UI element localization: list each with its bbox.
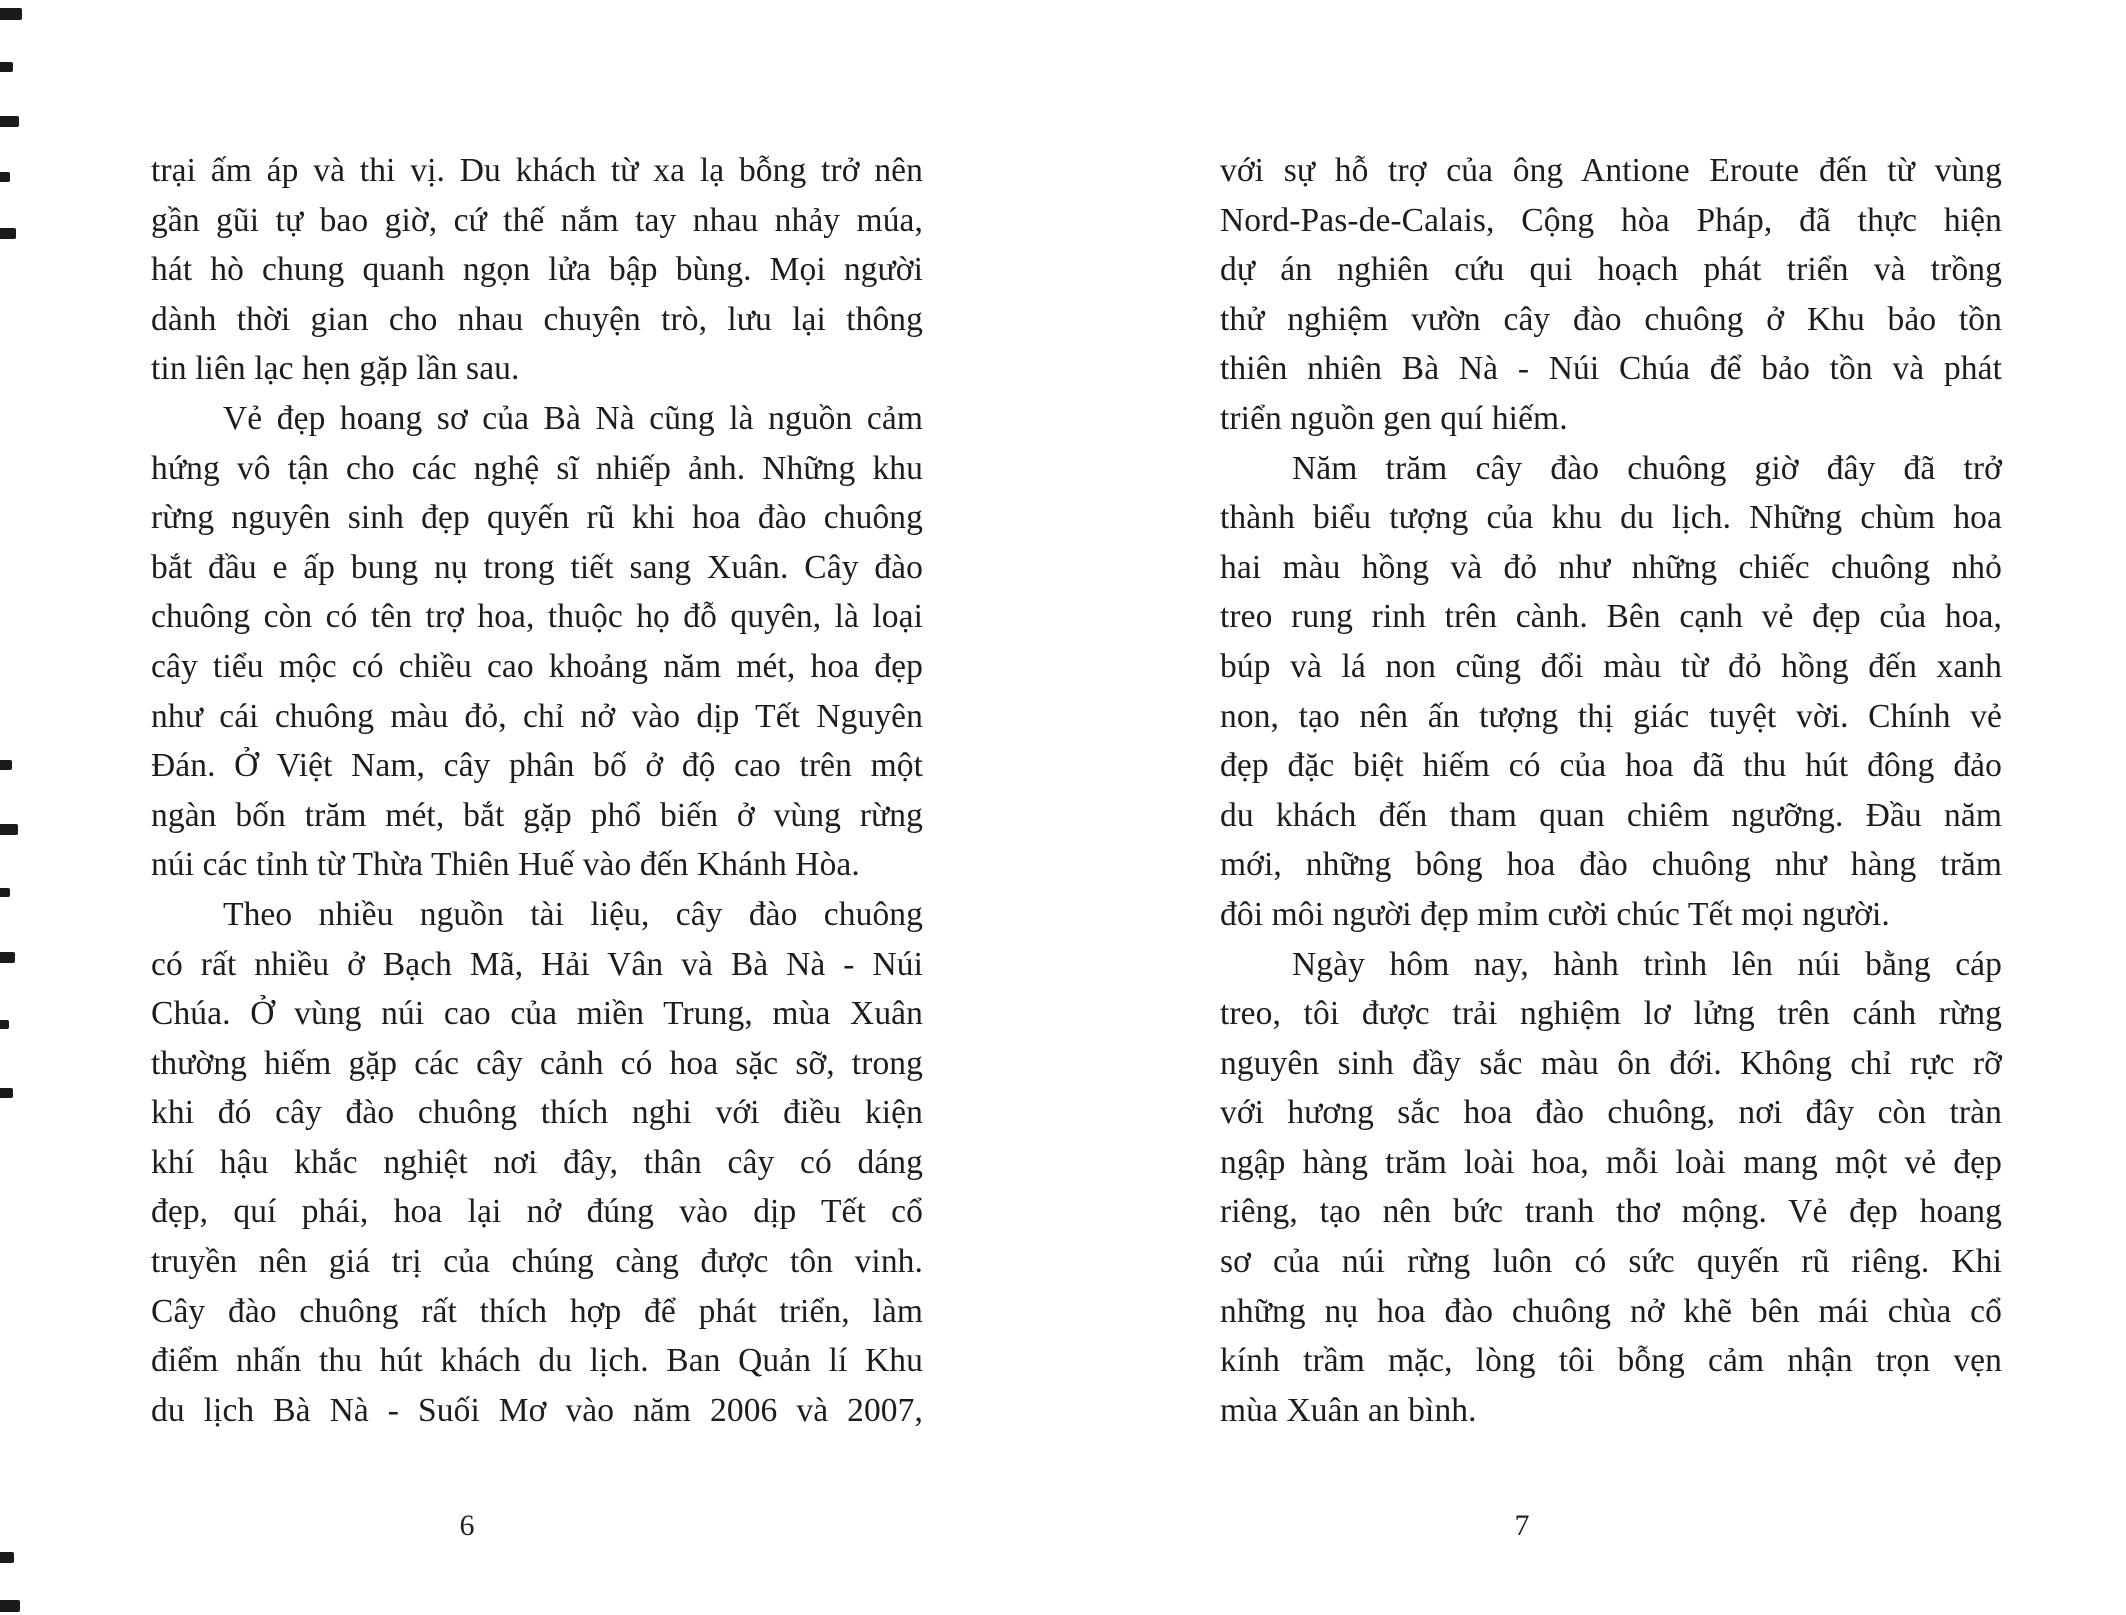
text-line: đẹp đặc biệt hiếm có của hoa đã thu hút đông đảo [1220,747,2002,785]
text-line: khí hậu khắc nghiệt nơi đây, thân cây có dáng [151,1143,923,1181]
scan-edge-mark [0,1552,14,1563]
scan-edge-mark [0,8,22,20]
text-line: khi đó cây đào chuông thích nghi với điều kiện [151,1094,923,1132]
scan-edge-mark [0,172,10,182]
text-line: rừng nguyên sinh đẹp quyến rũ khi hoa đào chuông [151,499,923,537]
text-line: chuông còn có tên trợ hoa, thuộc họ đỗ quyên, là loại [151,598,923,636]
text-line: gần gũi tự bao giờ, cứ thế nắm tay nhau nhảy múa, [151,201,923,239]
scan-edge-mark [0,1088,13,1098]
text-line: ngàn bốn trăm mét, bắt gặp phổ biến ở vùng rừng [151,796,923,834]
text-line: nguyên sinh đầy sắc màu ôn đới. Không chỉ rực rỡ [1220,1044,2002,1082]
text-line: đôi môi người đẹp mỉm cười chúc Tết mọi người. [1220,895,1890,933]
scan-edge-mark [0,760,12,770]
text-line: hai màu hồng và đỏ như những chiếc chuông nhỏ [1220,548,2002,586]
text-line: du lịch Bà Nà - Suối Mơ vào năm 2006 và 2007, [151,1391,923,1429]
text-line: điểm nhấn thu hút khách du lịch. Ban Quản lí Khu [151,1342,923,1380]
text-line: triển nguồn gen quí hiếm. [1220,399,1568,437]
text-line: riêng, tạo nên bức tranh thơ mộng. Vẻ đẹp hoang [1220,1193,2002,1231]
text-line: với sự hỗ trợ của ông Antione Eroute đến từ vùng [1220,152,2002,189]
text-line: hứng vô tận cho các nghệ sĩ nhiếp ảnh. Những khu [151,449,923,487]
text-line: thường hiếm gặp các cây cảnh có hoa sặc sỡ, trong [151,1044,923,1082]
text-line: với hương sắc hoa đào chuông, nơi đây còn tràn [1220,1094,2002,1132]
scan-edge-mark [0,1600,20,1612]
text-line: Năm trăm cây đào chuông giờ đây đã trở [1292,449,2002,487]
page-number-left: 6 [459,1509,475,1542]
text-line: mới, những bông hoa đào chuông như hàng trăm [1220,846,2002,884]
scan-edge-mark [0,824,18,835]
text-line: treo rung rinh trên cành. Bên cạnh vẻ đẹp của hoa, [1220,598,2002,636]
text-line: Ngày hôm nay, hành trình lên núi bằng cáp [1292,945,2002,983]
page-number-right: 7 [1514,1509,1530,1542]
page-right-text-block [1220,146,2002,1435]
text-line: Vẻ đẹp hoang sơ của Bà Nà cũng là nguồn cảm [223,399,923,437]
scan-edge-mark [0,888,10,897]
text-line: hát hò chung quanh ngọn lửa bập bùng. Mọi người [151,251,923,289]
text-line: Chúa. Ở vùng núi cao của miền Trung, mùa Xuân [151,995,923,1033]
text-line: búp và lá non cũng đổi màu từ đỏ hồng đến xanh [1220,647,2002,685]
text-line: như cái chuông màu đỏ, chỉ nở vào dịp Tết Nguyên [151,697,923,735]
text-line: những nụ hoa đào chuông nở khẽ bên mái chùa cổ [1220,1292,2002,1330]
text-line: treo, tôi được trải nghiệm lơ lửng trên cánh rừng [1220,995,2002,1033]
page-left-text-block [151,146,923,1435]
text-line: non, tạo nên ấn tượng thị giác tuyệt vời. Chính vẻ [1220,697,2002,735]
scan-edge-mark [0,952,15,963]
text-line: thành biểu tượng của khu du lịch. Những chùm hoa [1220,499,2002,537]
text-line: du khách đến tham quan chiêm ngưỡng. Đầu năm [1220,796,2002,834]
scan-edge-mark [0,116,19,127]
scan-edge-mark [0,1020,9,1029]
text-line: kính trầm mặc, lòng tôi bỗng cảm nhận trọn vẹn [1220,1342,2002,1380]
text-line: thiên nhiên Bà Nà - Núi Chúa để bảo tồn và phát [1220,350,2002,388]
text-line: có rất nhiều ở Bạch Mã, Hải Vân và Bà Nà - Núi [151,945,923,983]
text-line: núi các tỉnh từ Thừa Thiên Huế vào đến Khánh Hòa. [151,846,860,884]
text-line: mùa Xuân an bình. [1220,1391,1477,1429]
text-line: Cây đào chuông rất thích hợp để phát triển, làm [151,1292,923,1330]
scan-edge-mark [0,62,13,72]
text-line: Nord-Pas-de-Calais, Cộng hòa Pháp, đã thực hiện [1220,201,2002,239]
text-line: ngập hàng trăm loài hoa, mỗi loài mang một vẻ đẹp [1220,1143,2002,1181]
text-line: Theo nhiều nguồn tài liệu, cây đào chuông [223,895,923,933]
text-line: Đán. Ở Việt Nam, cây phân bố ở độ cao trên một [151,747,923,785]
text-line: cây tiểu mộc có chiều cao khoảng năm mét, hoa đẹp [151,647,923,685]
text-line: trại ấm áp và thi vị. Du khách từ xa lạ bỗng trở nên [151,152,923,189]
text-line: dành thời gian cho nhau chuyện trò, lưu lại thông [151,300,923,338]
text-line: dự án nghiên cứu qui hoạch phát triển và trồng [1220,251,2002,289]
text-line: sơ của núi rừng luôn có sức quyến rũ riêng. Khi [1220,1243,2002,1281]
scan-edge-mark [0,228,16,239]
text-line: bắt đầu e ấp bung nụ trong tiết sang Xuân. Cây đào [151,548,923,586]
text-line: truyền nên giá trị của chúng càng được tôn vinh. [151,1243,923,1281]
text-line: đẹp, quí phái, hoa lại nở đúng vào dịp Tết cổ [151,1193,923,1231]
text-line: thử nghiệm vườn cây đào chuông ở Khu bảo tồn [1220,300,2002,338]
text-line: tin liên lạc hẹn gặp lần sau. [151,350,520,388]
